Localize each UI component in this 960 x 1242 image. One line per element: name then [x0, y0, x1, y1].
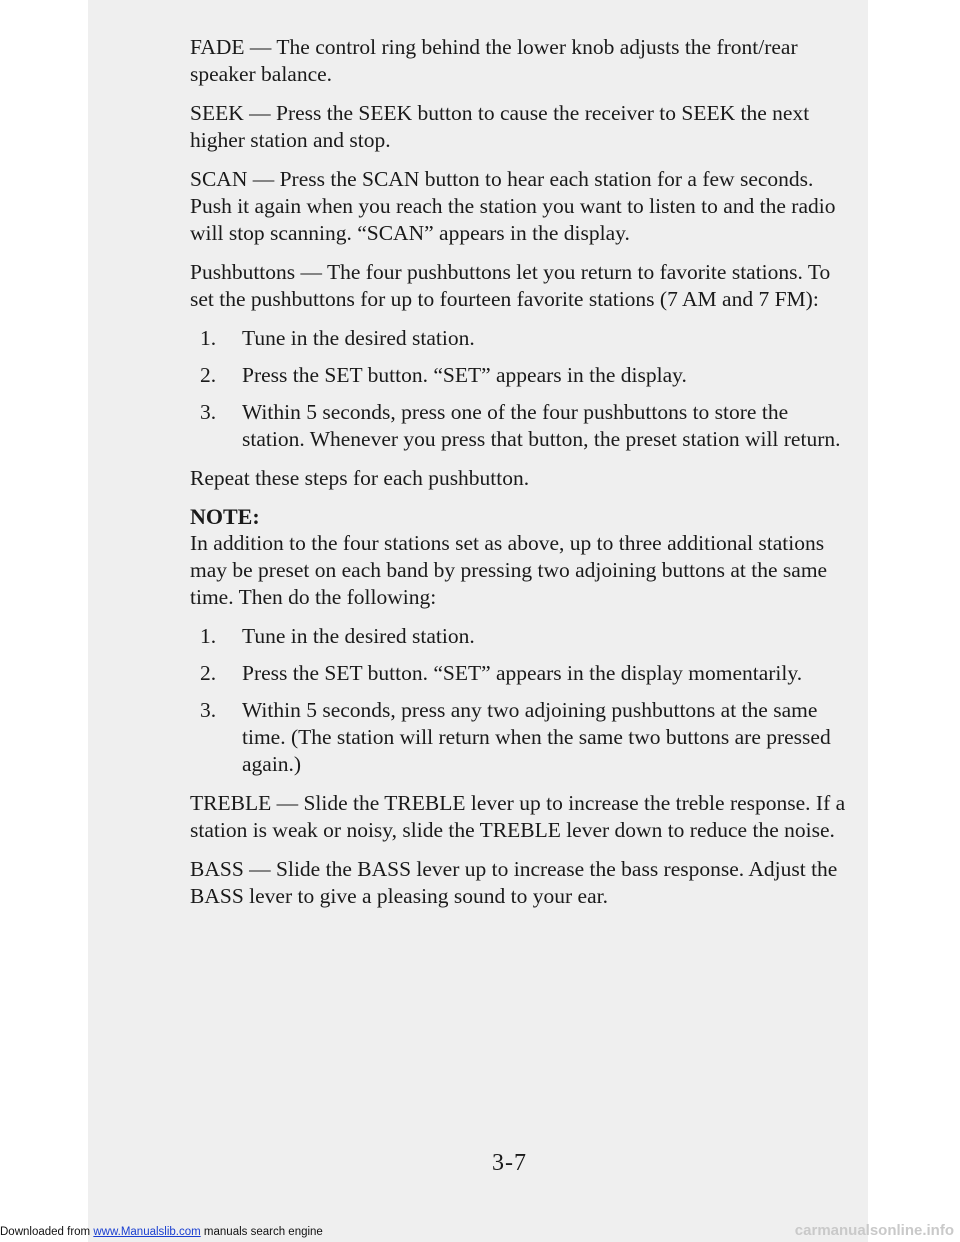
- pushbuttons-paragraph: Pushbuttons — The four pushbuttons let you return to favorite stations. To set the pushbuttons for up to fourteen favorite stations (7 AM and 7 FM):: [190, 260, 831, 311]
- step-text: Press the SET button. “SET” appears in the display.: [242, 363, 687, 387]
- download-footer: [0, 1226, 323, 1238]
- watermark: carmanualsonline.info: [794, 1222, 954, 1239]
- footer-suffix: manuals search engine: [203, 1226, 323, 1238]
- left-margin: [0, 0, 91, 1242]
- additional-steps-list: [190, 623, 850, 778]
- step-number: 1.: [200, 326, 217, 350]
- scan-paragraph: SCAN — Press the SCAN button to hear each station for a few seconds. Push it again when you reach the station you want to listen to and the radio will stop scanning. “SCAN” appears in the display.: [190, 167, 836, 245]
- step-text: Within 5 seconds, press any two adjoining pushbuttons at the same time. (The station will return when the same two buttons are pressed again.): [242, 698, 831, 776]
- step-text: Within 5 seconds, press one of the four pushbuttons to store the station. Whenever you press that button, the preset station will return.: [242, 400, 841, 451]
- step-text: Press the SET button. “SET” appears in the display momentarily.: [242, 661, 803, 685]
- step-number: 3.: [200, 400, 217, 424]
- list-item: [190, 399, 850, 453]
- treble-paragraph: TREBLE — Slide the TREBLE lever up to increase the treble response. If a station is weak or noisy, slide the TREBLE lever down to reduce the noise.: [190, 791, 846, 842]
- list-item: [190, 623, 850, 650]
- step-text: Tune in the desired station.: [242, 326, 475, 350]
- list-item: [190, 697, 850, 778]
- step-number: 2.: [200, 661, 217, 685]
- page-content: [190, 34, 850, 922]
- list-item: [190, 362, 850, 389]
- footer-prefix: Downloaded from: [0, 1226, 91, 1238]
- step-text: Tune in the desired station.: [242, 624, 475, 648]
- list-item: [190, 325, 850, 352]
- step-number: 2.: [200, 363, 217, 387]
- manualslib-link[interactable]: www.Manualslib.com: [93, 1226, 201, 1238]
- note-heading: NOTE:: [190, 504, 260, 529]
- page-number: 3-7: [492, 1150, 527, 1176]
- repeat-paragraph: Repeat these steps for each pushbutton.: [190, 466, 530, 490]
- fade-paragraph: FADE — The control ring behind the lower knob adjusts the front/rear speaker balance.: [190, 35, 798, 86]
- step-number: 3.: [200, 698, 217, 722]
- right-margin: [868, 0, 960, 1242]
- list-item: [190, 660, 850, 687]
- note-body: In addition to the four stations set as above, up to three additional stations may be preset on each band by pressing two adjoining buttons at the same time. Then do the following:: [190, 531, 828, 609]
- bass-paragraph: BASS — Slide the BASS lever up to increase the bass response. Adjust the BASS lever to give a pleasing sound to your ear.: [190, 857, 838, 908]
- seek-paragraph: SEEK — Press the SEEK button to cause the receiver to SEEK the next higher station and stop.: [190, 101, 810, 152]
- preset-steps-list: [190, 325, 850, 453]
- step-number: 1.: [200, 624, 217, 648]
